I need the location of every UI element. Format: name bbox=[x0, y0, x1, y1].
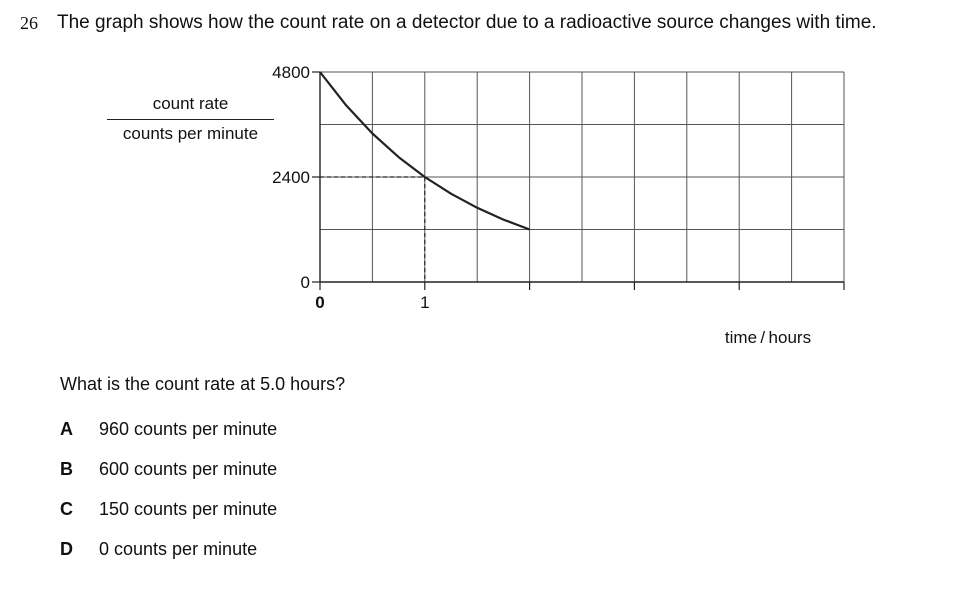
question-prompt: What is the count rate at 5.0 hours? bbox=[60, 374, 346, 394]
x-tick-label: 1 bbox=[420, 293, 430, 312]
x-axis-label: time / hours bbox=[724, 328, 812, 347]
option-letter: A bbox=[60, 419, 73, 439]
option-letter: B bbox=[60, 459, 73, 479]
y-tick-label: 2400 bbox=[272, 168, 310, 187]
question-text: The graph shows how the count rate on a detector due to a radioactive source changes with time. bbox=[57, 12, 877, 33]
option-letter: C bbox=[60, 499, 73, 519]
y-tick-label: 0 bbox=[300, 273, 310, 292]
option-text: 0 counts per minute bbox=[99, 539, 258, 559]
option-text: 600 counts per minute bbox=[99, 459, 278, 479]
option-text: 150 counts per minute bbox=[99, 499, 278, 519]
y-axis-label-denominator: counts per minute bbox=[122, 124, 259, 143]
option-letter: D bbox=[60, 539, 73, 559]
question-number: 26 bbox=[20, 13, 38, 33]
option-text: 960 counts per minute bbox=[99, 419, 278, 439]
y-axis-label-numerator: count rate bbox=[152, 94, 229, 113]
y-tick-label: 4800 bbox=[272, 63, 310, 82]
x-tick-label: 0 bbox=[315, 293, 325, 312]
